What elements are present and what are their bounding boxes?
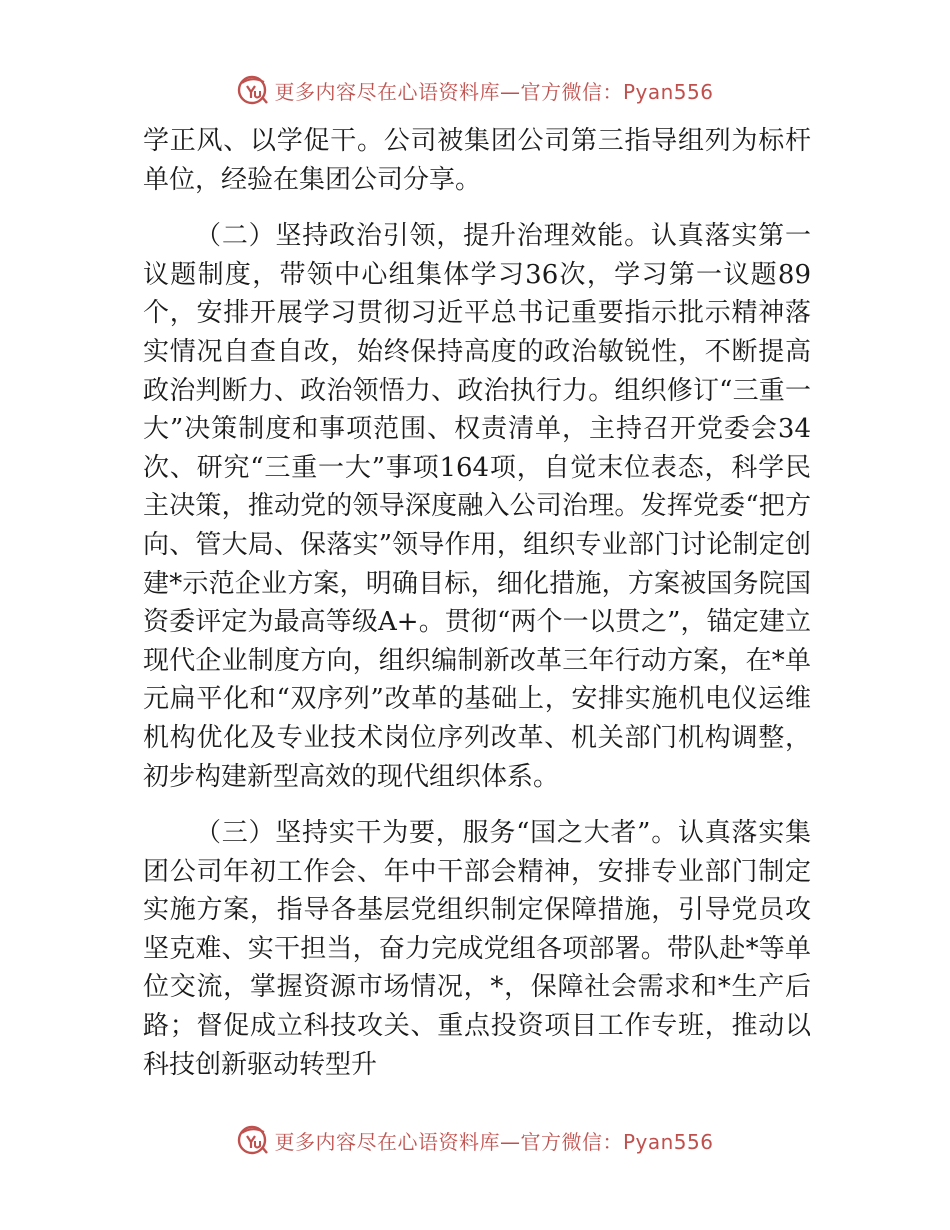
watermark-banner-top — [0, 72, 950, 108]
watermark-logo-icon — [236, 73, 270, 107]
paragraph-continuation: 学正风、以学促干。公司被集团公司第三指导组列为标杆单位，经验在集团公司分享。 — [143, 126, 811, 195]
paragraph-section-3: （三）坚持实干为要，服务“国之大者”。认真落实集团公司年初工作会、年中干部会精神，安排专业部门制定实施方案，指导各基层党组织制定保障措施，引导党员攻坚克难、实干担当，奋力完成党组各项部署。带队赴*等单位交流，掌握资源市场情况，*，保障社会需求和*生产后路；督促成立科技攻关、重点投资项目工作专班，推动以科技创新驱动转型升 — [143, 818, 811, 1080]
paragraph-section-2: （二）坚持政治引领，提升治理效能。认真落实第一议题制度，带领中心组集体学习36次，学习第一议题89个，安排开展学习贯彻习近平总书记重要指示批示精神落实情况自查自改，始终保持高度的政治敏锐性，不断提高政治判断力、政治领悟力、政治执行力。组织修订“三重一大”决策制度和事项范围、权责清单，主持召开党委会34次、研究“三重一大”事项164项，自觉末位表态，科学民主决策，推动党的领导深度融入公司治理。发挥党委“把方向、管大局、保落实”领导作用，组织专业部门讨论制定创建*示范企业方案，明确目标，细化措施，方案被国务院国资委评定为最高等级A+。贯彻“两个一以贯之”，锚定建立现代企业制度方向，组织编制新改革三年行动方案，在*单元扁平化和“双序列”改革的基础上，安排实施机电仪运维机构优化及专业技术岗位序列改革、机关部门机构调整，初步构建新型高效的现代组织体系。 — [143, 221, 811, 792]
watermark-text: 更多内容尽在心语资料库—官方微信：Pyan556 — [274, 1129, 714, 1154]
watermark-text: 更多内容尽在心语资料库—官方微信：Pyan556 — [274, 79, 714, 104]
watermark-logo-icon — [236, 1123, 270, 1157]
watermark-banner-bottom — [0, 1122, 950, 1158]
document-body — [143, 122, 811, 1102]
